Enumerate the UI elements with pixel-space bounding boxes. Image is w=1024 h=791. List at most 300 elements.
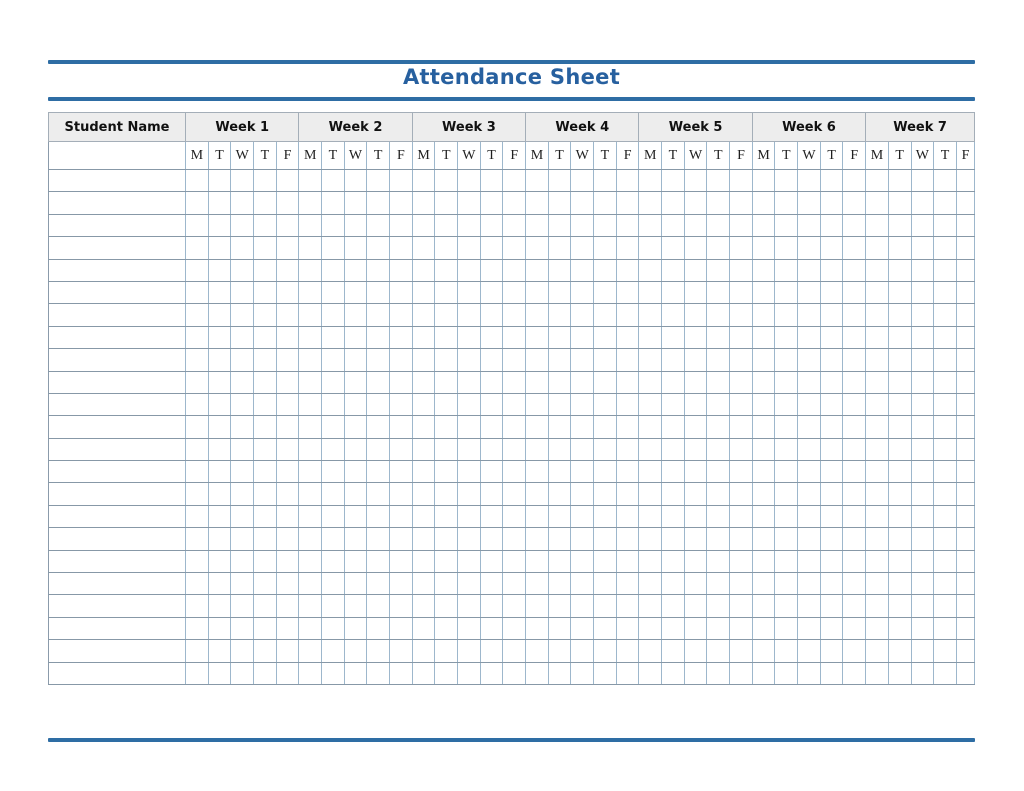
attendance-cell — [934, 192, 957, 214]
attendance-cell — [367, 640, 390, 662]
attendance-cell — [820, 416, 843, 438]
attendance-cell — [594, 528, 617, 550]
attendance-cell — [186, 214, 209, 236]
attendance-cell — [526, 237, 549, 259]
attendance-cell — [435, 170, 458, 192]
attendance-cell — [866, 237, 889, 259]
attendance-cell — [548, 281, 571, 303]
attendance-cell — [639, 640, 662, 662]
attendance-cell — [276, 595, 299, 617]
attendance-cell — [435, 192, 458, 214]
attendance-cell — [956, 483, 974, 505]
attendance-cell — [798, 393, 821, 415]
attendance-cell — [730, 595, 753, 617]
day-header-week2-4: T — [367, 142, 390, 170]
attendance-cell — [231, 640, 254, 662]
attendance-cell — [571, 326, 594, 348]
attendance-cell — [639, 214, 662, 236]
attendance-cell — [730, 326, 753, 348]
attendance-cell — [911, 528, 934, 550]
student-name-subheader-blank — [49, 142, 186, 170]
day-header-week6-3: W — [798, 142, 821, 170]
attendance-cell — [458, 483, 481, 505]
attendance-cell — [412, 349, 435, 371]
attendance-cell — [344, 192, 367, 214]
attendance-cell — [367, 662, 390, 684]
student-row — [49, 393, 975, 415]
attendance-cell — [752, 573, 775, 595]
attendance-cell — [435, 595, 458, 617]
attendance-cell — [594, 505, 617, 527]
attendance-cell — [594, 617, 617, 639]
attendance-cell — [730, 416, 753, 438]
attendance-cell — [367, 483, 390, 505]
attendance-cell — [594, 438, 617, 460]
attendance-cell — [435, 461, 458, 483]
attendance-cell — [390, 505, 413, 527]
attendance-cell — [639, 371, 662, 393]
attendance-cell — [798, 505, 821, 527]
day-header-week7-5: F — [956, 142, 974, 170]
attendance-cell — [412, 595, 435, 617]
attendance-cell — [186, 438, 209, 460]
attendance-cell — [208, 528, 231, 550]
day-header-week4-1: M — [526, 142, 549, 170]
week-header-5: Week 5 — [639, 113, 752, 142]
attendance-cell — [888, 281, 911, 303]
attendance-cell — [775, 416, 798, 438]
attendance-cell — [934, 483, 957, 505]
attendance-cell — [616, 192, 639, 214]
attendance-cell — [412, 393, 435, 415]
attendance-cell — [186, 170, 209, 192]
attendance-cell — [435, 349, 458, 371]
attendance-cell — [888, 640, 911, 662]
attendance-cell — [503, 192, 526, 214]
attendance-cell — [435, 640, 458, 662]
attendance-cell — [752, 595, 775, 617]
attendance-cell — [662, 573, 685, 595]
attendance-cell — [730, 349, 753, 371]
attendance-cell — [639, 595, 662, 617]
attendance-cell — [186, 371, 209, 393]
attendance-cell — [956, 259, 974, 281]
attendance-cell — [594, 349, 617, 371]
day-header-week3-4: T — [480, 142, 503, 170]
attendance-cell — [752, 393, 775, 415]
attendance-cell — [956, 349, 974, 371]
attendance-cell — [843, 259, 866, 281]
attendance-cell — [798, 237, 821, 259]
attendance-cell — [684, 528, 707, 550]
day-header-week2-1: M — [299, 142, 322, 170]
attendance-cell — [231, 416, 254, 438]
attendance-cell — [344, 214, 367, 236]
attendance-cell — [820, 662, 843, 684]
attendance-cell — [276, 461, 299, 483]
attendance-cell — [208, 617, 231, 639]
attendance-cell — [526, 326, 549, 348]
attendance-cell — [480, 393, 503, 415]
attendance-cell — [752, 237, 775, 259]
attendance-cell — [616, 640, 639, 662]
attendance-cell — [639, 237, 662, 259]
attendance-cell — [956, 461, 974, 483]
attendance-cell — [412, 281, 435, 303]
attendance-cell — [186, 416, 209, 438]
student-row — [49, 349, 975, 371]
attendance-cell — [616, 573, 639, 595]
attendance-cell — [820, 573, 843, 595]
attendance-cell — [798, 483, 821, 505]
attendance-cell — [548, 528, 571, 550]
attendance-cell — [956, 214, 974, 236]
attendance-cell — [820, 393, 843, 415]
attendance-cell — [412, 214, 435, 236]
attendance-cell — [934, 505, 957, 527]
attendance-cell — [684, 237, 707, 259]
attendance-cell — [276, 214, 299, 236]
attendance-cell — [231, 505, 254, 527]
attendance-cell — [707, 505, 730, 527]
attendance-cell — [866, 528, 889, 550]
day-header-week7-1: M — [866, 142, 889, 170]
attendance-cell — [480, 371, 503, 393]
attendance-cell — [435, 438, 458, 460]
attendance-cell — [390, 170, 413, 192]
attendance-cell — [231, 461, 254, 483]
attendance-cell — [730, 640, 753, 662]
attendance-cell — [412, 550, 435, 572]
attendance-cell — [820, 505, 843, 527]
attendance-cell — [820, 237, 843, 259]
attendance-cell — [775, 349, 798, 371]
attendance-cell — [344, 259, 367, 281]
attendance-cell — [186, 304, 209, 326]
attendance-cell — [367, 281, 390, 303]
attendance-cell — [367, 505, 390, 527]
student-name-cell — [49, 371, 186, 393]
attendance-cell — [594, 192, 617, 214]
student-name-cell — [49, 662, 186, 684]
attendance-cell — [458, 550, 481, 572]
attendance-cell — [254, 662, 277, 684]
attendance-cell — [548, 170, 571, 192]
attendance-cell — [571, 617, 594, 639]
attendance-cell — [344, 326, 367, 348]
attendance-cell — [299, 281, 322, 303]
student-name-cell — [49, 505, 186, 527]
attendance-cell — [730, 483, 753, 505]
attendance-cell — [254, 326, 277, 348]
attendance-cell — [458, 259, 481, 281]
attendance-cell — [458, 170, 481, 192]
attendance-cell — [208, 326, 231, 348]
attendance-cell — [390, 259, 413, 281]
attendance-cell — [911, 438, 934, 460]
student-name-cell — [49, 259, 186, 281]
attendance-cell — [843, 371, 866, 393]
attendance-cell — [684, 416, 707, 438]
attendance-cell — [616, 461, 639, 483]
attendance-cell — [526, 662, 549, 684]
student-name-cell — [49, 573, 186, 595]
attendance-cell — [866, 550, 889, 572]
attendance-cell — [866, 214, 889, 236]
attendance-cell — [435, 483, 458, 505]
student-row — [49, 326, 975, 348]
attendance-cell — [299, 416, 322, 438]
attendance-cell — [276, 617, 299, 639]
day-header-week3-2: T — [435, 142, 458, 170]
attendance-cell — [820, 281, 843, 303]
attendance-cell — [186, 550, 209, 572]
attendance-cell — [480, 304, 503, 326]
attendance-cell — [730, 617, 753, 639]
attendance-cell — [616, 438, 639, 460]
attendance-cell — [367, 617, 390, 639]
attendance-cell — [707, 371, 730, 393]
attendance-cell — [322, 259, 345, 281]
attendance-cell — [956, 281, 974, 303]
attendance-cell — [276, 237, 299, 259]
attendance-cell — [435, 214, 458, 236]
attendance-cell — [662, 371, 685, 393]
attendance-cell — [798, 640, 821, 662]
attendance-cell — [594, 461, 617, 483]
attendance-cell — [956, 304, 974, 326]
attendance-cell — [752, 349, 775, 371]
attendance-cell — [208, 192, 231, 214]
attendance-cell — [730, 461, 753, 483]
attendance-cell — [208, 371, 231, 393]
attendance-cell — [843, 416, 866, 438]
attendance-cell — [503, 393, 526, 415]
student-name-cell — [49, 528, 186, 550]
attendance-cell — [322, 237, 345, 259]
attendance-cell — [322, 461, 345, 483]
attendance-cell — [775, 371, 798, 393]
attendance-cell — [458, 214, 481, 236]
attendance-cell — [412, 617, 435, 639]
attendance-cell — [684, 170, 707, 192]
attendance-cell — [390, 617, 413, 639]
attendance-cell — [367, 573, 390, 595]
attendance-cell — [299, 528, 322, 550]
attendance-cell — [775, 259, 798, 281]
attendance-cell — [662, 259, 685, 281]
attendance-cell — [208, 662, 231, 684]
attendance-cell — [911, 505, 934, 527]
attendance-cell — [231, 438, 254, 460]
attendance-cell — [231, 528, 254, 550]
attendance-cell — [526, 259, 549, 281]
attendance-cell — [503, 259, 526, 281]
attendance-cell — [390, 192, 413, 214]
attendance-cell — [752, 371, 775, 393]
attendance-cell — [888, 259, 911, 281]
student-name-cell — [49, 304, 186, 326]
attendance-cell — [616, 371, 639, 393]
attendance-cell — [616, 259, 639, 281]
attendance-cell — [639, 192, 662, 214]
attendance-cell — [616, 528, 639, 550]
attendance-cell — [911, 259, 934, 281]
attendance-cell — [843, 438, 866, 460]
attendance-cell — [934, 438, 957, 460]
attendance-cell — [322, 483, 345, 505]
attendance-cell — [276, 640, 299, 662]
attendance-cell — [911, 304, 934, 326]
attendance-cell — [480, 192, 503, 214]
day-header-week4-3: W — [571, 142, 594, 170]
attendance-cell — [662, 349, 685, 371]
attendance-cell — [526, 505, 549, 527]
attendance-cell — [730, 662, 753, 684]
attendance-cell — [299, 304, 322, 326]
attendance-cell — [322, 505, 345, 527]
attendance-cell — [911, 595, 934, 617]
attendance-cell — [276, 483, 299, 505]
attendance-cell — [503, 595, 526, 617]
attendance-cell — [480, 595, 503, 617]
attendance-cell — [820, 349, 843, 371]
day-header-week6-1: M — [752, 142, 775, 170]
attendance-cell — [888, 617, 911, 639]
attendance-cell — [707, 304, 730, 326]
attendance-cell — [934, 595, 957, 617]
attendance-cell — [707, 528, 730, 550]
attendance-cell — [458, 438, 481, 460]
attendance-cell — [843, 461, 866, 483]
attendance-cell — [254, 304, 277, 326]
attendance-cell — [412, 416, 435, 438]
attendance-cell — [344, 595, 367, 617]
attendance-cell — [662, 281, 685, 303]
attendance-cell — [276, 170, 299, 192]
attendance-cell — [458, 304, 481, 326]
attendance-cell — [231, 349, 254, 371]
attendance-cell — [254, 281, 277, 303]
attendance-cell — [911, 281, 934, 303]
attendance-cell — [254, 371, 277, 393]
attendance-cell — [254, 192, 277, 214]
attendance-cell — [503, 281, 526, 303]
attendance-cell — [231, 662, 254, 684]
attendance-cell — [888, 192, 911, 214]
attendance-cell — [208, 304, 231, 326]
attendance-cell — [276, 281, 299, 303]
attendance-cell — [888, 438, 911, 460]
attendance-cell — [684, 349, 707, 371]
attendance-cell — [934, 461, 957, 483]
attendance-cell — [276, 192, 299, 214]
attendance-cell — [571, 192, 594, 214]
attendance-cell — [208, 505, 231, 527]
attendance-cell — [480, 617, 503, 639]
attendance-cell — [186, 349, 209, 371]
attendance-cell — [548, 371, 571, 393]
attendance-cell — [208, 640, 231, 662]
attendance-cell — [344, 416, 367, 438]
attendance-cell — [775, 393, 798, 415]
attendance-cell — [231, 326, 254, 348]
attendance-cell — [707, 438, 730, 460]
attendance-cell — [639, 304, 662, 326]
attendance-cell — [934, 573, 957, 595]
attendance-cell — [911, 237, 934, 259]
attendance-cell — [843, 349, 866, 371]
attendance-cell — [390, 662, 413, 684]
attendance-cell — [911, 573, 934, 595]
attendance-cell — [594, 281, 617, 303]
attendance-cell — [888, 214, 911, 236]
attendance-cell — [299, 393, 322, 415]
attendance-cell — [888, 505, 911, 527]
student-row — [49, 595, 975, 617]
attendance-cell — [594, 214, 617, 236]
attendance-cell — [798, 438, 821, 460]
attendance-cell — [548, 550, 571, 572]
attendance-cell — [866, 304, 889, 326]
attendance-cell — [344, 371, 367, 393]
attendance-cell — [548, 573, 571, 595]
attendance-cell — [435, 371, 458, 393]
attendance-cell — [594, 237, 617, 259]
attendance-cell — [888, 662, 911, 684]
attendance-cell — [775, 237, 798, 259]
attendance-cell — [390, 393, 413, 415]
week-header-3: Week 3 — [412, 113, 525, 142]
attendance-cell — [480, 505, 503, 527]
attendance-cell — [934, 349, 957, 371]
attendance-cell — [276, 505, 299, 527]
attendance-cell — [639, 438, 662, 460]
attendance-cell — [458, 662, 481, 684]
attendance-cell — [594, 550, 617, 572]
attendance-cell — [571, 595, 594, 617]
day-header-week7-3: W — [911, 142, 934, 170]
attendance-cell — [571, 528, 594, 550]
day-header-week5-3: W — [684, 142, 707, 170]
attendance-cell — [956, 617, 974, 639]
attendance-cell — [934, 550, 957, 572]
attendance-cell — [526, 461, 549, 483]
attendance-cell — [412, 528, 435, 550]
attendance-cell — [571, 281, 594, 303]
attendance-cell — [730, 237, 753, 259]
attendance-cell — [322, 371, 345, 393]
attendance-cell — [276, 259, 299, 281]
attendance-cell — [730, 371, 753, 393]
attendance-cell — [526, 192, 549, 214]
attendance-cell — [412, 304, 435, 326]
day-header-week1-5: F — [276, 142, 299, 170]
attendance-cell — [208, 393, 231, 415]
attendance-cell — [390, 281, 413, 303]
attendance-cell — [412, 237, 435, 259]
attendance-cell — [503, 304, 526, 326]
attendance-cell — [322, 617, 345, 639]
attendance-cell — [367, 438, 390, 460]
attendance-cell — [820, 640, 843, 662]
student-row — [49, 573, 975, 595]
attendance-cell — [322, 281, 345, 303]
attendance-cell — [503, 461, 526, 483]
attendance-cell — [934, 281, 957, 303]
attendance-cell — [435, 505, 458, 527]
attendance-cell — [412, 573, 435, 595]
